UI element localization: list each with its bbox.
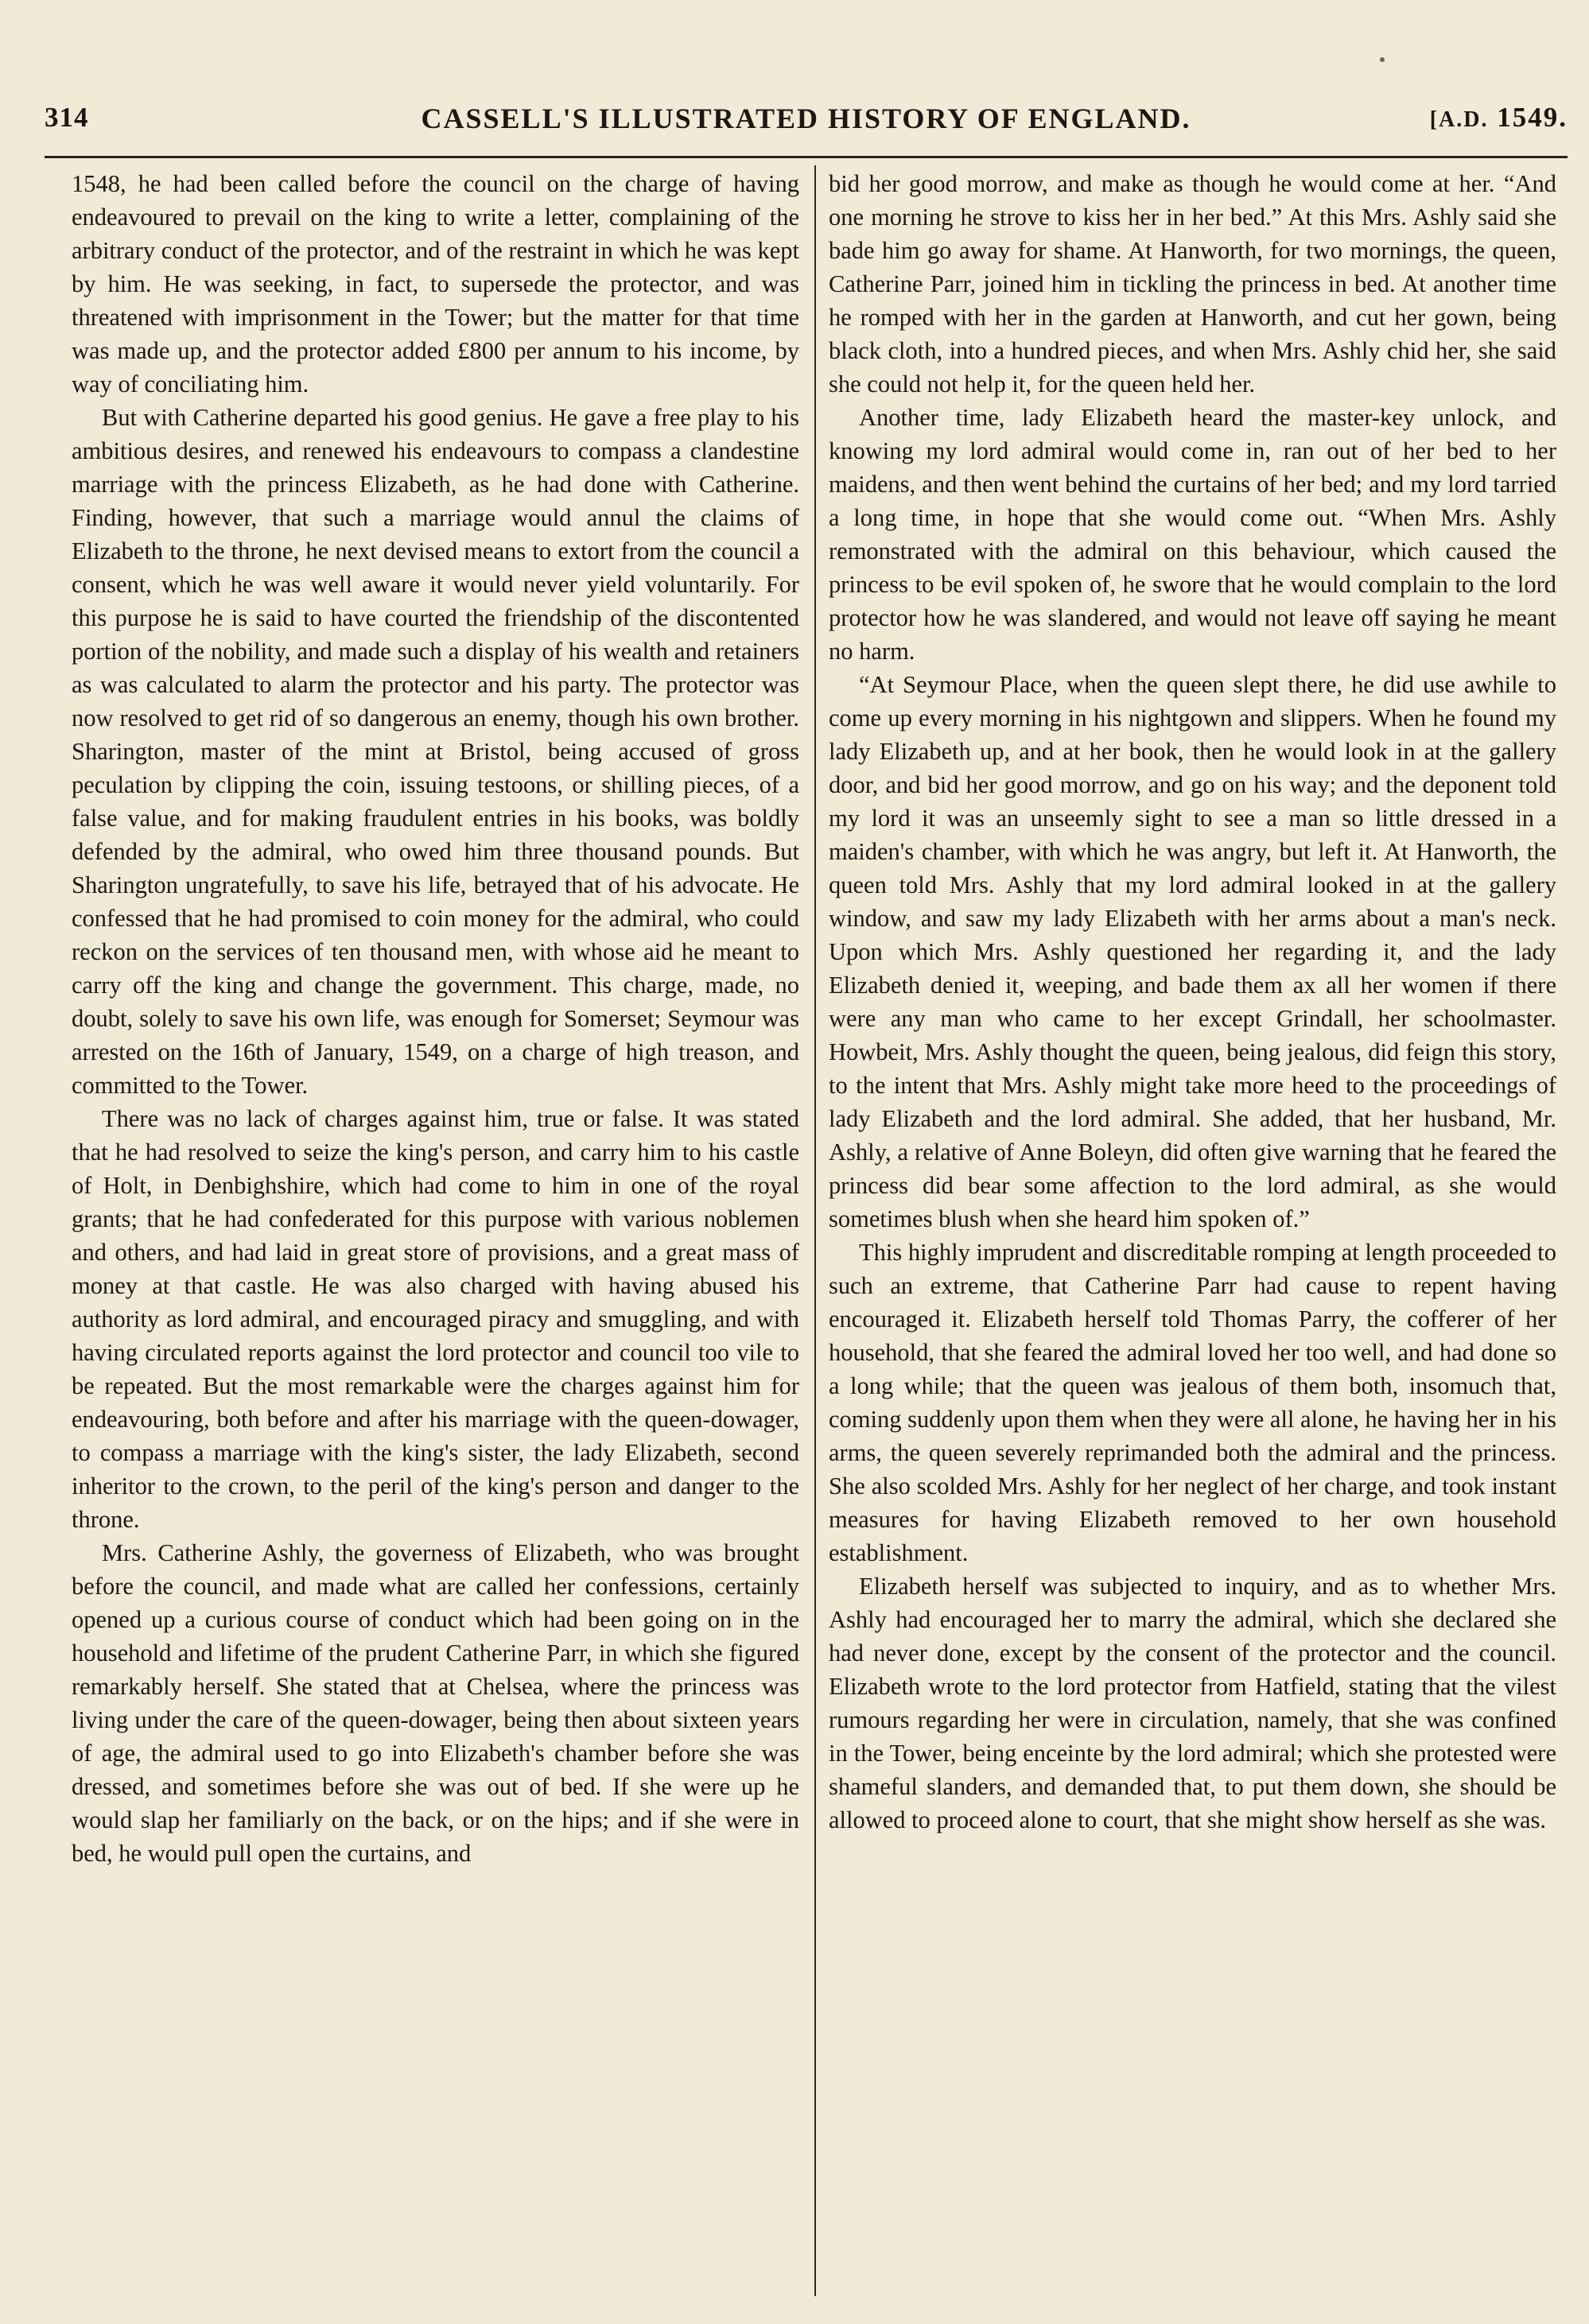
year-label — [1430, 102, 1568, 134]
paragraph: 1548, he had been called before the council on the charge of having endeavoured to prevail on the king to write a letter, complaining of the arbitrary conduct of the protector, and of the restraint in which he was kept by him. He was seeking, in fact, to supersede the protector, and was threatened with imprisonment in the Tower; but the matter for that time was made up, and the protector added £800 per annum to his income, by way of conciliating him. — [72, 170, 799, 398]
right-column — [829, 167, 1556, 2306]
ink-speck — [1380, 57, 1385, 62]
year-value: 1549. — [1497, 102, 1568, 133]
paragraph: This highly imprudent and discreditable romping at length proceeded to such an extreme, that Catherine Parr had cause to repent having encouraged it. Elizabeth herself told Thomas Parry, the cofferer of her household, that she feared the admiral loved her too well, and had done so a long while; that the queen was jealous of them both, insomuch that, coming suddenly upon them when they were all alone, he having her in his arms, the queen severely reprimanded both the admiral and the princess. She also scolded Mrs. Ashly for her neglect of her charge, and took instant measures for having Elizabeth removed to her own household establishment. — [829, 1239, 1556, 1566]
header-rule — [45, 156, 1568, 158]
left-column — [72, 167, 799, 2306]
paragraph: “At Seymour Place, when the queen slept there, he did use awhile to come up every morning in his nightgown and slippers. When he found my lady Elizabeth up, and at her book, then he would look in at the gallery door, and bid her good morrow, and go on his way; and the deponent told my lord it was an unseemly sight to see a man so little dressed in a maiden's chamber, with which he was angry, but left it. At Hanworth, the queen told Mrs. Ashly that my lord admiral looked in at the gallery window, and saw my lady Elizabeth with her arms about a man's neck. Upon which Mrs. Ashly questioned her regarding it, and the lady Elizabeth denied it, weeping, and bade them ax all her women if there were any man who came to her except Grindall, her schoolmaster. Howbeit, Mrs. Ashly thought the queen, being jealous, did feign this story, to the intent that Mrs. Ashly might take more heed to the proceedings of lady Elizabeth and the lord admiral. She added, that her husband, Mr. Ashly, a relative of Anne Boleyn, did often give warning that he feared the princess did bear some affection to the lord admiral, as she would sometimes blush when she heard him spoken of.” — [829, 671, 1556, 1232]
paragraph: But with Catherine departed his good genius. He gave a free play to his ambitious desires, and renewed his endeavours to compass a clandestine marriage with the princess Elizabeth, as he had done with Catherine. Finding, however, that such a marriage would annul the claims of Elizabeth to the throne, he next devised means to extort from the council a consent, which he was well aware it would never yield voluntarily. For this purpose he is said to have courted the friendship of the discontented portion of the nobility, and made such a display of his wealth and retainers as was calculated to alarm the protector and his party. The protector was now resolved to get rid of so dangerous an enemy, though his own brother. Sharington, master of the mint at Bristol, being accused of gross peculation by clipping the coin, issuing testoons, or shilling pieces, of a false value, and for making fraudulent entries in his books, was boldly defended by the admiral, who owed him three thousand pounds. But Sharington ungratefully, to save his life, betrayed that of his advocate. He confessed that he had promised to coin money for the admiral, who could reckon on the services of ten thousand men, with whose aid he meant to carry off the king and change the government. This charge, made, no doubt, solely to save his own life, was enough for Somerset; Seymour was arrested on the 16th of January, 1549, on a charge of high treason, and committed to the Tower. — [72, 404, 799, 1099]
column-divider — [814, 165, 816, 2296]
paragraph: Mrs. Catherine Ashly, the governess of Elizabeth, who was brought before the council, and made what are called her confessions, certainly opened up a curious course of conduct which had been going on in the household and lifetime of the prudent Catherine Parr, in which she figured remarkably herself. She stated that at Chelsea, where the princess was living under the care of the queen-dowager, being then about sixteen years of age, the admiral used to go into Elizabeth's chamber before she was dressed, and sometimes before she was out of bed. If she were up he would slap her familiarly on the back, or on the hips; and if she were in bed, he would pull open the curtains, and — [72, 1539, 799, 1867]
paragraph: Another time, lady Elizabeth heard the master-key unlock, and knowing my lord admiral would come in, ran out of her bed to her maidens, and then went behind the curtains of her bed; and my lord tarried a long time, in hope that she would come out. “When Mrs. Ashly remonstrated with the admiral on this behaviour, which caused the princess to be evil spoken of, he swore that he would complain to the lord protector how he was slandered, and would not leave off saying he meant no harm. — [829, 404, 1556, 665]
running-header — [45, 102, 1568, 149]
page-number: 314 — [45, 102, 89, 133]
paragraph: Elizabeth herself was subjected to inquiry, and as to whether Mrs. Ashly had encouraged her to marry the admiral, which she declared she had never done, except by the consent of the protector and the council. Elizabeth wrote to the lord protector from Hatfield, stating that the vilest rumours regarding her were in circulation, namely, that she was confined in the Tower, being enceinte by the lord admiral; which she protested were shameful slanders, and demanded that, to put them down, she should be allowed to proceed alone to court, that she might show herself as she was. — [829, 1573, 1556, 1833]
era-prefix: [A.D. — [1429, 107, 1489, 132]
paragraph: bid her good morrow, and make as though he would come at her. “And one morning he strove to kiss her in her bed.” At this Mrs. Ashly said she bade him go away for shame. At Hanworth, for two mornings, the queen, Catherine Parr, joined him in tickling the princess in bed. At another time he romped with her in the garden at Hanworth, and cut her gown, being black cloth, into a hundred pieces, and when Mrs. Ashly chid her, she said she could not help it, for the queen held her. — [829, 170, 1556, 398]
book-title: CASSELL'S ILLUSTRATED HISTORY OF ENGLAND. — [421, 103, 1191, 134]
paragraph: There was no lack of charges against him, true or false. It was stated that he had resolved to seize the king's person, and carry him to his castle of Holt, in Denbighshire, which had come to him in one of the royal grants; that he had confederated for this purpose with various noblemen and others, and had laid in great store of provisions, and a great mass of money at that castle. He was also charged with having abused his authority as lord admiral, and encouraged piracy and smuggling, and with having circulated reports against the lord protector and council too vile to be repeated. But the most remarkable were the charges against him for endeavouring, both before and after his marriage with the queen-dowager, to compass a marriage with the king's sister, the lady Elizabeth, second inheritor to the crown, to the peril of the king's person and danger to the throne. — [72, 1105, 799, 1533]
